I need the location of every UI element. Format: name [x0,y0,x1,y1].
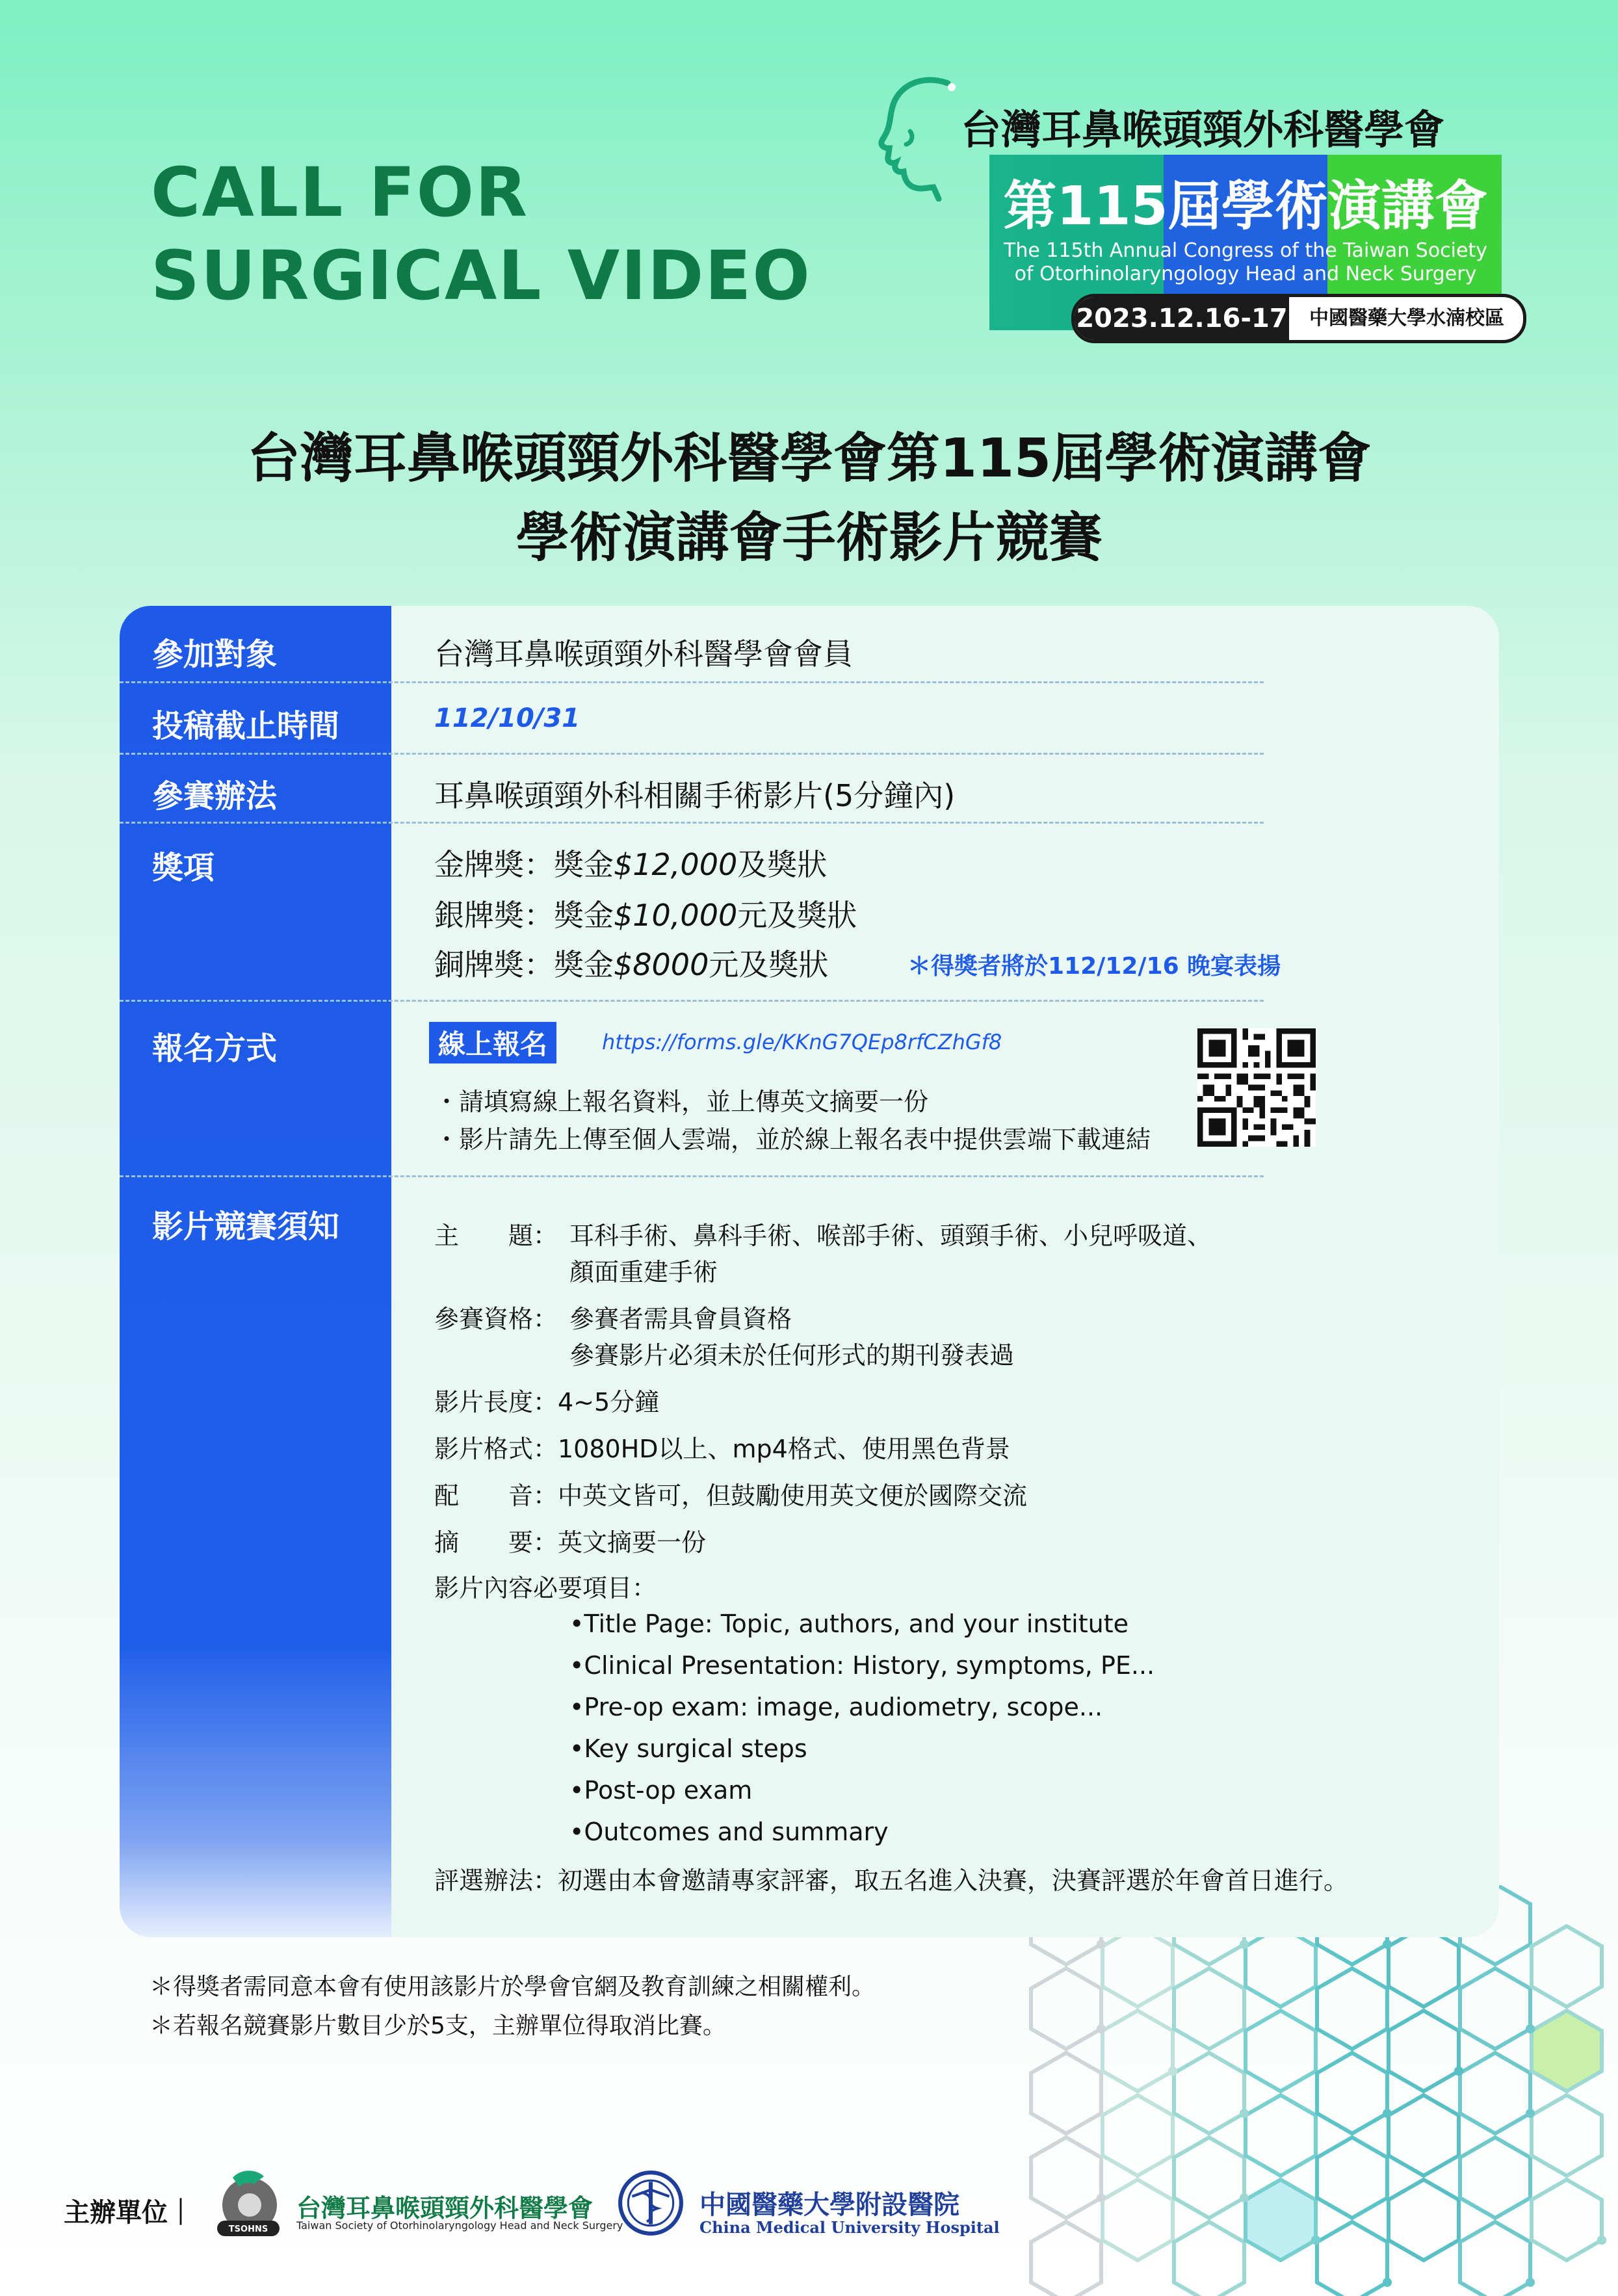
hexagon-node-dot [1240,2193,1249,2202]
hexagon-node-dot [1097,2024,1106,2033]
hexagon-shape [1460,2053,1530,2133]
content-item: •Key surgical steps [569,1734,807,1763]
bronze-award-amount: $8000 [614,947,709,982]
hexagon-shape [1174,2053,1244,2133]
topic-key: 主 題： [434,1221,558,1250]
event-venue: 中國醫藥大學水湳校區 [1309,307,1504,330]
video-format: 影片格式：1080HD以上、mp4格式、使用黑色背景 [434,1435,1010,1463]
voice-over: 配 音：中英文皆可，但鼓勵使用英文便於國際交流 [434,1481,1028,1510]
hexagon-shape [1103,1926,1173,2007]
call-for-heading-line2: SURGICAL VIDEO [151,236,811,315]
hexagon-shape [1031,2137,1101,2218]
hexagon-shape [1460,1968,1530,2049]
hexagon-shape [1389,2011,1459,2091]
content-item: •Title Page: Topic, authors, and your institute [569,1610,1129,1638]
congress-english-line1: The 115th Annual Congress of the Taiwan Society [1004,239,1487,262]
bronze-award-suffix: 元及獎狀 [709,947,829,982]
footnote-rights: ＊得獎者需同意本會有使用該影片於學會官網及教育訓練之相關權利。 [150,1974,876,2000]
hexagon-shape [1174,2137,1244,2218]
hexagon-node-dot [1240,2109,1249,2118]
deadline-label: 投稿截止時間 [152,708,340,744]
silver-award-amount: $10,000 [614,898,738,933]
qualification-key: 參賽資格： [434,1305,558,1333]
silver-award-suffix: 元及獎狀 [737,898,857,933]
hexagon-node-dot [1383,2278,1392,2287]
silver-award-prefix: 銀牌獎：獎金 [434,898,614,933]
footnote-cancel: ＊若報名競賽影片數目少於5支，主辦單位得取消比賽。 [150,2013,726,2039]
hexagon-node-dot [1383,2109,1392,2118]
topic-line-1: 耳科手術、鼻科手術、喉部手術、頭頸手術、小兒呼吸道、 [569,1221,1212,1250]
cmu-hospital-name-zh: 中國醫藥大學附設醫院 [699,2189,959,2220]
bronze-award-prefix: 銅牌獎：獎金 [434,947,614,982]
registration-bullet-2: ・影片請先上傳至個人雲端，並於線上報名表中提供雲端下載連結 [434,1125,1151,1154]
society-name: 台灣耳鼻喉頭頸外科醫學會 [961,106,1445,153]
hexagon-shape [1031,2053,1101,2133]
tsohns-logo-text: TSOHNS [228,2224,268,2234]
hexagon-shape [1317,2053,1387,2133]
hexagon-shape [1389,2095,1459,2176]
eligibility-value: 台灣耳鼻喉頭頸外科醫學會會員 [434,636,853,672]
rules-label: 影片競賽須知 [152,1208,340,1245]
content-item: •Outcomes and summary [569,1818,889,1846]
hexagon-shape [1532,2095,1602,2176]
hexagon-shape [1031,1968,1101,2049]
hexagon-shape [1460,2222,1530,2296]
hexagon-shape [1317,2222,1387,2296]
gold-award-suffix: 及獎狀 [737,847,828,882]
row-divider [120,753,1264,755]
content-items-title: 影片內容必要項目： [434,1574,657,1602]
content-item: •Post-op exam [569,1776,753,1805]
content-item: •Pre-op exam: image, audiometry, scope... [569,1693,1103,1721]
hexagon-shape [1389,2180,1459,2260]
head-profile-icon [871,72,962,202]
row-divider [120,681,1264,683]
event-date: 2023.12.16-17 [1075,297,1289,340]
gold-award [434,841,827,884]
registration-label: 報名方式 [152,1030,278,1067]
cmu-hospital-name-en: China Medical University Hospital [699,2218,1000,2237]
hexagon-node-dot [1526,2109,1535,2118]
main-title-line1: 台灣耳鼻喉頭頸外科醫學會第115屆學術演講會 [246,428,1372,489]
registration-link[interactable]: https://forms.gle/KKnG7QEp8rfCZhGf8 [602,1030,1002,1054]
row-divider [120,822,1264,824]
hexagon-shape [1031,2222,1101,2296]
congress-english-line2: of Otorhinolaryngology Head and Neck Surgery [1014,263,1477,285]
tsohns-name-zh: 台灣耳鼻喉頭頸外科醫學會 [296,2194,594,2223]
hexagon-shape [1246,2095,1316,2176]
qualification-line-1: 參賽者需具會員資格 [569,1305,792,1333]
silver-award [434,892,857,935]
hexagon-node-dot [1383,1940,1392,1949]
hexagon-shape [1246,2011,1316,2091]
hexagon-node-dot [1454,2067,1463,2076]
cmu-hospital-logo-icon [618,2170,684,2236]
hexagon-node-dot [1097,1940,1106,1949]
eligibility-label: 參加對象 [152,636,278,673]
main-title-line2: 學術演講會手術影片競賽 [515,507,1103,569]
hexagon-shape [1103,2095,1173,2176]
content-item: •Clinical Presentation: History, symptoms, PE... [569,1651,1155,1680]
method-label: 參賽辦法 [152,778,278,815]
tsohns-name-en: Taiwan Society of Otorhinolaryngology Head and Neck Surgery [296,2219,623,2232]
hexagon-node-dot [1311,2236,1320,2245]
deadline-value: 112/10/31 [434,703,581,733]
hexagon-shape [1174,1968,1244,2049]
hexagon-node-dot [1240,1940,1249,1949]
bronze-award [434,941,828,984]
qualification-line-2: 參賽影片必須未於任何形式的期刊發表過 [569,1341,1015,1370]
hexagon-shape [1460,2137,1530,2218]
gold-award-amount: $12,000 [614,847,738,882]
hexagon-node-dot [1526,2278,1535,2287]
topic-line-2: 顏面重建手術 [569,1258,718,1286]
hexagon-node-dot [1526,2024,1535,2033]
tsohns-logo-icon [208,2165,286,2243]
hexagon-node-dot [1168,2067,1177,2076]
hexagon-shape [1174,2222,1244,2296]
video-length: 影片長度：4~5分鐘 [434,1388,660,1416]
online-registration-tag: 線上報名 [429,1022,556,1063]
call-for-heading-line1: CALL FOR [151,153,529,232]
date-venue-badge [1071,294,1526,343]
award-ceremony-note: ＊得獎者將於112/12/16 晚宴表揚 [907,953,1281,980]
row-divider [120,1000,1264,1002]
hexagon-shape [1532,1926,1602,2007]
hexagon-shape [1246,1926,1316,2007]
hexagon-shape [1389,1926,1459,2007]
method-value: 耳鼻喉頭頸外科相關手術影片(5分鐘內) [434,778,956,813]
hexagon-node-dot [1097,2193,1106,2202]
congress-english-title [989,239,1502,286]
hexagon-network-decoration [1027,1885,1618,2296]
hexagon-shape [1317,1968,1387,2049]
judging-method: 評選辦法：初選由本會邀請專家評審，取五名進入決賽，決賽評選於年會首日進行。 [434,1866,1349,1895]
hexagon-shape [1317,2137,1387,2218]
hexagon-shape [1103,2180,1173,2260]
congress-title: 第115屆學術演講會 [1003,176,1488,237]
awards-label: 獎項 [152,850,215,886]
hexagon-shape [1103,2011,1173,2091]
hexagon-shape [1532,2180,1602,2260]
registration-bullet-1: ・請填寫線上報名資料，並上傳英文摘要一份 [434,1088,929,1116]
abstract-requirement: 摘 要：英文摘要一份 [434,1528,707,1557]
gold-award-prefix: 金牌獎：獎金 [434,847,614,882]
row-divider [120,1175,1264,1177]
hexagon-node-dot [1597,2236,1606,2245]
organizer-label: 主辦單位｜ [64,2198,194,2228]
qr-code-icon[interactable] [1197,1028,1316,1147]
